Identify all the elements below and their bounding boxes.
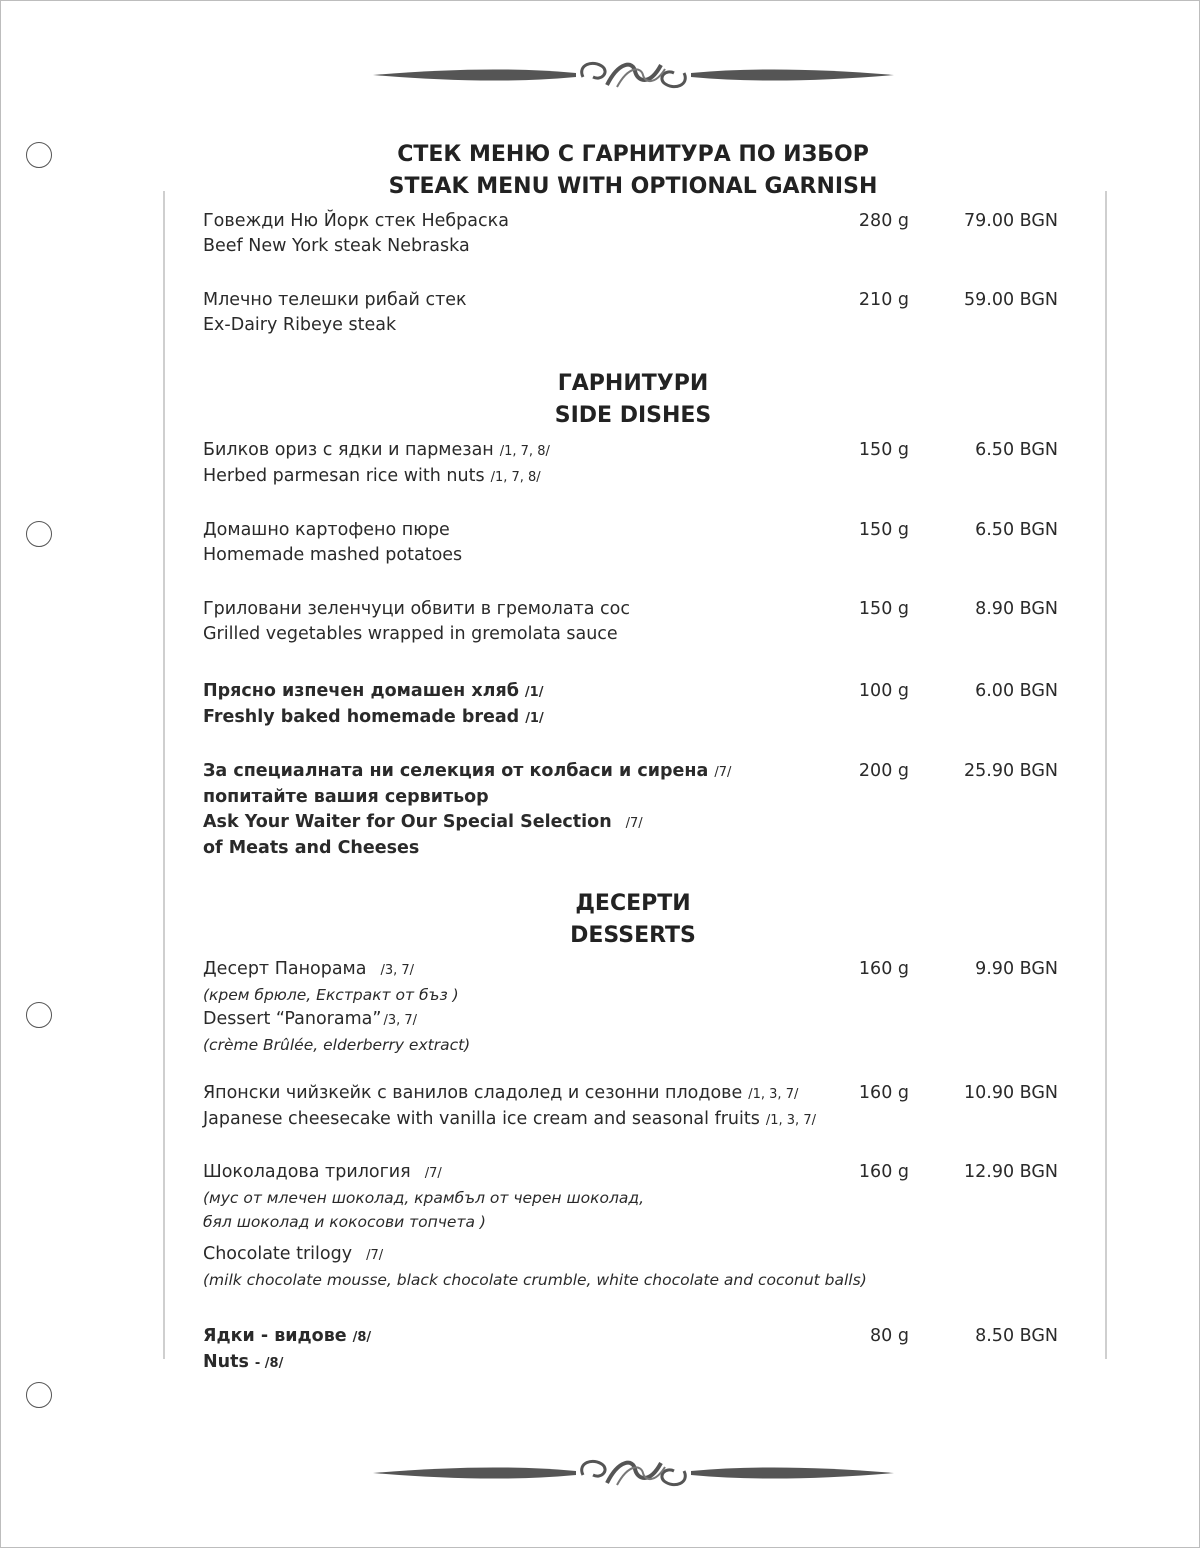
allergen-codes: /3, 7/ (380, 963, 415, 978)
item-price: 12.90 BGN (963, 1162, 1058, 1182)
item-name-en: Japanese cheesecake with vanilla ice cream and seasonal fruits (203, 1109, 760, 1129)
item-name-bg: Гриловани зеленчуци обвити в гремолата сос (203, 599, 630, 619)
item-name-bg: Билков ориз с ядки и пармезан (203, 440, 494, 460)
allergen-codes: /1, 3, 7/ (765, 1113, 816, 1128)
item-name-en: Beef New York steak Nebraska (203, 236, 470, 256)
section-title-bg: ГАРНИТУРИ (557, 371, 709, 396)
binder-hole (26, 1382, 52, 1408)
frame-line-left (163, 191, 165, 1359)
item-weight: 160 g (858, 1162, 909, 1182)
item-price: 8.90 BGN (975, 599, 1058, 619)
allergen-codes: /8/ (352, 1330, 372, 1345)
allergen-codes: /1, 7, 8/ (499, 444, 550, 459)
binder-hole (26, 1002, 52, 1028)
item-price: 59.00 BGN (963, 290, 1058, 310)
section-heading-steak (301, 139, 965, 203)
allergen-codes: /1/ (524, 685, 544, 700)
item-description-en: (milk chocolate mousse, black chocolate crumble, white chocolate and coconut balls) (203, 1271, 867, 1289)
item-price: 8.50 BGN (975, 1326, 1058, 1346)
item-weight: 80 g (870, 1326, 909, 1346)
item-name-bg: Шоколадова трилогия (203, 1162, 411, 1182)
item-name-en: Herbed parmesan rice with nuts (203, 466, 485, 486)
item-price: 6.00 BGN (975, 681, 1058, 701)
item-weight: 280 g (858, 211, 909, 231)
item-weight: 200 g (858, 761, 909, 781)
item-price: 9.90 BGN (975, 959, 1058, 979)
item-name-bg: Млечно телешки рибай стек (203, 290, 467, 310)
allergen-codes: /7/ (424, 1166, 442, 1181)
binder-hole (26, 521, 52, 547)
item-name-bg: Японски чийзкейк с ванилов сладолед и сезонни плодове (203, 1083, 743, 1103)
allergen-codes: /7/ (366, 1248, 384, 1263)
item-weight: 100 g (858, 681, 909, 701)
allergen-codes: /1/ (525, 711, 544, 726)
decorative-flourish-bottom (371, 1453, 896, 1493)
item-price: 10.90 BGN (963, 1083, 1058, 1103)
item-name-en: Ex-Dairy Ribeye steak (203, 315, 397, 335)
item-name-en: Homemade mashed potatoes (203, 545, 463, 565)
item-description-bg: (мус от млечен шоколад, крамбъл от черен шоколад, (203, 1189, 645, 1207)
section-heading-sides (301, 368, 965, 432)
section-heading-desserts (301, 888, 965, 952)
item-name-en: Nuts (203, 1352, 249, 1372)
item-name-bg: Прясно изпечен домашен хляб (203, 681, 519, 701)
item-line: Ask Your Waiter for Our Special Selection (203, 812, 612, 832)
item-line: попитайте вашия сервитьор (203, 787, 489, 807)
section-title-bg: СТЕК МЕНЮ С ГАРНИТУРА ПО ИЗБОР (397, 142, 869, 167)
item-name-bg: Ядки - видове (203, 1326, 347, 1346)
item-weight: 160 g (858, 959, 909, 979)
item-name-bg: Десерт Панорама (203, 959, 367, 979)
item-name-bg: Говежди Ню Йорк стек Небраска (203, 211, 509, 231)
section-title-en: SIDE DISHES (554, 403, 712, 428)
item-line: of Meats and Cheeses (203, 838, 420, 858)
item-price: 6.50 BGN (975, 520, 1058, 540)
item-weight: 160 g (858, 1083, 909, 1103)
item-name-en: Chocolate trilogy (203, 1244, 353, 1264)
item-price: 79.00 BGN (963, 211, 1058, 231)
item-weight: 210 g (858, 290, 909, 310)
allergen-codes: /7/ (714, 765, 732, 780)
section-title-en: STEAK MENU WITH OPTIONAL GARNISH (388, 174, 878, 199)
item-price: 6.50 BGN (975, 440, 1058, 460)
item-name-bg: Домашно картофено пюре (203, 520, 450, 540)
allergen-codes: /7/ (625, 816, 643, 831)
allergen-codes: /1, 7, 8/ (490, 470, 541, 485)
item-name-en: Grilled vegetables wrapped in gremolata sauce (203, 624, 618, 644)
binder-hole (26, 142, 52, 168)
allergen-codes: /1, 3, 7/ (748, 1087, 799, 1102)
item-weight: 150 g (858, 520, 909, 540)
item-description-bg: бял шоколад и кокосови топчета ) (203, 1213, 486, 1231)
item-name-en: Freshly baked homemade bread (203, 707, 520, 727)
item-description-bg: (крем брюле, Екстракт от бъз ) (203, 986, 459, 1004)
allergen-codes: - /8/ (254, 1356, 284, 1371)
allergen-codes: /3, 7/ (383, 1013, 418, 1028)
item-name-en: Dessert “Panorama” (203, 1009, 382, 1029)
item-weight: 150 g (858, 599, 909, 619)
section-title-bg: ДЕСЕРТИ (575, 891, 691, 916)
item-line: За специалната ни селекция от колбаси и сирена (203, 761, 709, 781)
frame-line-right (1105, 191, 1107, 1359)
item-weight: 150 g (858, 440, 909, 460)
decorative-flourish-top (371, 55, 896, 95)
item-price: 25.90 BGN (963, 761, 1058, 781)
item-description-en: (crème Brûlée, elderberry extract) (203, 1036, 471, 1054)
section-title-en: DESSERTS (570, 923, 696, 948)
